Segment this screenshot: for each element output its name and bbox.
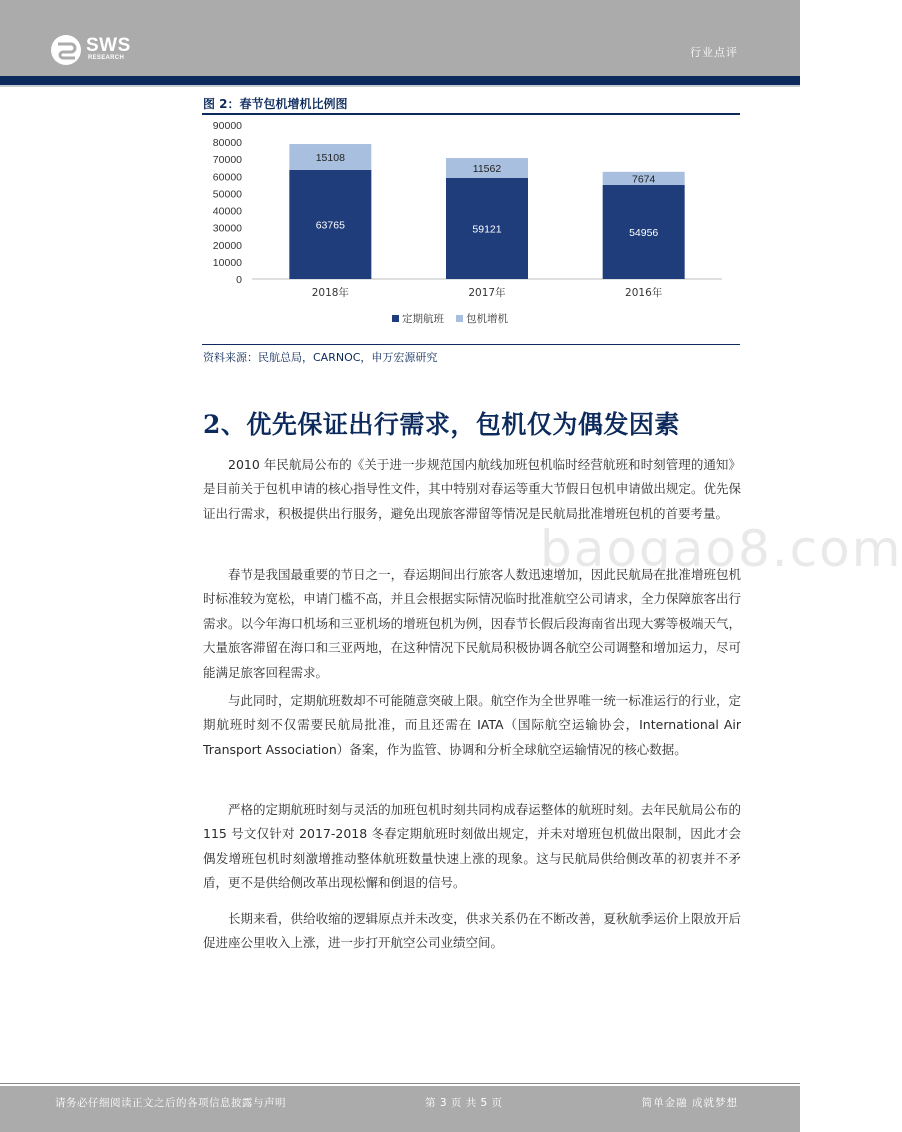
x-tick-label: 2017年 (468, 287, 506, 299)
footer-disclaimer: 请务必仔细阅读正文之后的各项信息披露与声明 (55, 1097, 286, 1109)
y-tick-label: 30000 (212, 222, 242, 235)
paragraph-2: 春节是我国最重要的节日之一，春运期间出行旅客人数迅速增加，因此民航局在批准增班包机时标准较为宽松，申请门槛不高，并且会根据实际情况临时批准航空公司请求，全力保障旅客出行需求。以今年海口机场和三亚机场的增班包机为例，因春节长假后段海南省出现大雾等极端天气，大量旅客滞留在海口和三亚两地，在这种情况下民航局积极协调各航空公司调整和增加运力，尽可能满足旅客回程需求。 (203, 567, 741, 680)
y-tick-label: 60000 (212, 171, 242, 184)
footer-divider (0, 1083, 800, 1084)
logo-subtext: RESEARCH (88, 55, 125, 61)
x-tick-label: 2018年 (311, 287, 349, 299)
chart-canvas (202, 117, 740, 342)
paragraph-4: 严格的定期航班时刻与灵活的加班包机时刻共同构成春运整体的航班时刻。去年民航局公布的 115 号文仅针对 2017-2018 冬春定期航班时刻做出规定，并未对增班包机做出限制，因此才会偶发增班包机时刻激增推动整体航班数量快速上涨的现象。这与民航局供给侧改革的初衷并不矛盾，更不是供给侧改革出现松懈和倒退的信号。 (203, 802, 741, 891)
watermark: baogao8.com (540, 520, 902, 578)
header-divider (0, 85, 800, 87)
bar-value-label: 59121 (472, 223, 502, 236)
header-accent-bar (0, 76, 800, 85)
y-tick-label: 10000 (212, 256, 242, 269)
figure-top-rule (202, 113, 740, 115)
bar-value-label: 15108 (315, 151, 345, 164)
bar-value-label: 11562 (472, 162, 502, 175)
legend-swatch (456, 315, 463, 322)
bar-value-label: 7674 (631, 173, 656, 186)
legend-label: 定期航班 (402, 313, 444, 325)
stacked-bar-chart (202, 117, 740, 342)
y-tick-label: 20000 (212, 239, 242, 252)
y-tick-label: 90000 (212, 120, 242, 132)
report-type-label: 行业点评 (690, 46, 738, 59)
paragraph-1: 2010 年民航局公布的《关于进一步规范国内航线加班包机临时经营航班和时刻管理的通知》是目前关于包机申请的核心指导性文件，其中特别对春运等重大节假日包机申请做出规定。优先保证出行需求，积极提供出行服务，避免出现旅客滞留等情况是民航局批准增班包机的首要考量。 (203, 457, 741, 521)
figure-title: 图 2：春节包机增机比例图 (203, 97, 348, 111)
sws-logo-icon (50, 33, 86, 69)
legend-swatch (392, 315, 399, 322)
y-tick-label: 80000 (212, 137, 242, 150)
section-heading: 2、优先保证出行需求，包机仅为偶发因素 (203, 410, 680, 439)
legend-label: 包机增机 (466, 313, 508, 325)
y-tick-label: 70000 (212, 154, 242, 167)
y-tick-label: 0 (236, 274, 242, 286)
footer-slogan: 简单金融 成就梦想 (641, 1097, 738, 1109)
y-tick-label: 40000 (212, 205, 242, 218)
figure-source: 资料来源：民航总局，CARNOC，申万宏源研究 (203, 351, 438, 364)
paragraph-3: 与此同时，定期航班数却不可能随意突破上限。航空作为全世界唯一统一标准运行的行业，定期航班时刻不仅需要民航局批准，而且还需在 IATA（国际航空运输协会，International Air Transport Association）备案，作为监管、协调和分析全球航空运输情况的核心数据。 (203, 693, 741, 757)
paragraph-5: 长期来看，供给收缩的逻辑原点并未改变，供求关系仍在不断改善，夏秋航季运价上限放开后促进座公里收入上涨，进一步打开航空公司业绩空间。 (203, 911, 741, 951)
y-tick-label: 50000 (212, 188, 242, 201)
figure-bottom-rule (202, 344, 740, 345)
bar-value-label: 54956 (629, 226, 659, 239)
bar-value-label: 63765 (315, 219, 345, 232)
x-tick-label: 2016年 (625, 287, 663, 299)
logo-wordmark: SWS (86, 35, 131, 56)
page-number: 第 3 页 共 5 页 (425, 1097, 503, 1109)
